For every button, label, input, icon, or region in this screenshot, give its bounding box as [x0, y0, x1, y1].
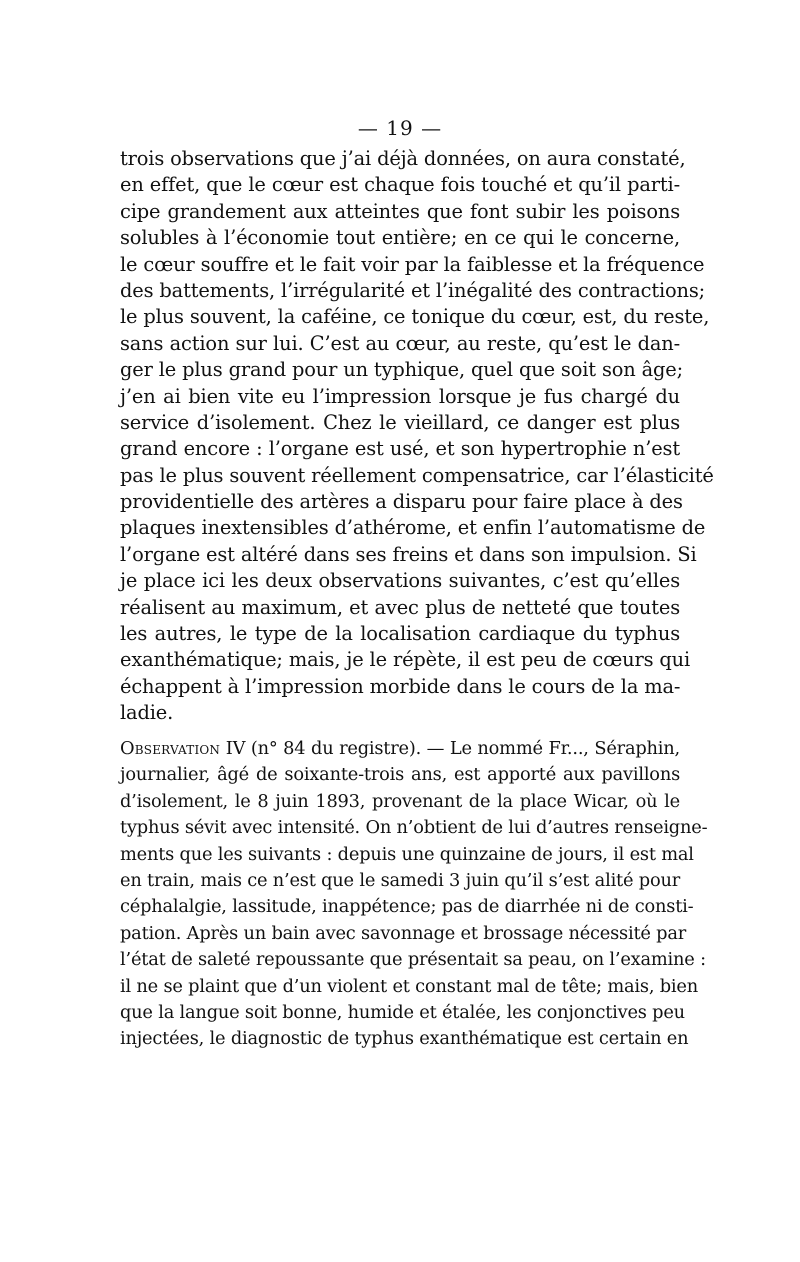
text-line: le plus souvent, la caféine, ce tonique du cœur, est, du reste,	[120, 305, 710, 329]
observation-first-line-text: IV (n° 84 du registre). — Le nommé Fr..., Séraphin,	[220, 738, 680, 759]
text-line: sans action sur lui. C’est au cœur, au reste, qu’est le dan-	[120, 331, 680, 355]
text-line: injectées, le diagnostic de typhus exanthématique est certain en	[120, 1028, 689, 1050]
text-line: il ne se plaint que d’un violent et constant mal de tête; mais, bien	[120, 975, 698, 997]
text-line: ger le plus grand pour un typhique, quel que soit son âge;	[120, 358, 684, 382]
text-line: réalisent au maximum, et avec plus de netteté que toutes	[120, 595, 680, 619]
text-line: typhus sévit avec intensité. On n’obtient de lui d’autres renseigne-	[120, 817, 708, 839]
text-line: j’en ai bien vite eu l’impression lorsque je fus chargé du	[120, 384, 680, 408]
text-line: l’organe est altéré dans ses freins et dans son impulsion. Si	[120, 542, 697, 566]
paragraph-2-observation-iv	[120, 736, 708, 1053]
text-line: service d’isolement. Chez le vieillard, ce danger est plus	[120, 410, 680, 434]
text-line: le cœur souffre et le fait voir par la faiblesse et la fréquence	[120, 252, 705, 276]
text-line: je place ici les deux observations suivantes, c’est qu’elles	[120, 569, 680, 593]
text-line: journalier, âgé de soixante-trois ans, est apporté aux pavillons	[120, 764, 680, 786]
text-line: providentielle des artères a disparu pour faire place à des	[120, 490, 683, 514]
observation-first-line	[120, 736, 680, 762]
text-line: céphalalgie, lassitude, inappétence; pas de diarrhée ni de consti-	[120, 896, 694, 918]
text-line: solubles à l’économie tout entière; en ce qui le concerne,	[120, 226, 680, 250]
text-line: en effet, que le cœur est chaque fois touché et qu’il parti-	[120, 173, 680, 197]
text-line: plaques inextensibles d’athérome, et enfin l’automatisme de	[120, 516, 706, 540]
text-line: des battements, l’irrégularité et l’inégalité des contractions;	[120, 278, 706, 302]
text-line: les autres, le type de la localisation cardiaque du typhus	[120, 622, 680, 646]
text-line: pas le plus souvent réellement compensatrice, car l’élasticité	[120, 463, 714, 487]
text-line: d’isolement, le 8 juin 1893, provenant de la place Wicar, où le	[120, 790, 680, 812]
text-line: cipe grandement aux atteintes que font subir les poisons	[120, 199, 680, 223]
text-line: l’état de saleté repoussante que présentait sa peau, on l’examine :	[120, 949, 706, 971]
text-line: que la langue soit bonne, humide et étalée, les conjonctives peu	[120, 1001, 685, 1023]
paragraph-1	[120, 146, 714, 727]
page-number: — 19 —	[357, 116, 443, 140]
text-line: pation. Après un bain avec savonnage et brossage nécessité par	[120, 922, 687, 944]
text-line: ments que les suivants : depuis une quinzaine de jours, il est mal	[120, 843, 694, 865]
text-line: en train, mais ce n’est que le samedi 3 juin qu’il s’est alité pour	[120, 869, 681, 891]
text-line: ladie.	[120, 701, 174, 725]
text-line: grand encore : l’organe est usé, et son hypertrophie n’est	[120, 437, 680, 461]
observation-heading: Observation	[120, 738, 221, 759]
text-line: exanthématique; mais, je le répète, il est peu de cœurs qui	[120, 648, 691, 672]
text-line: trois observations que j’ai déjà données, on aura constaté,	[120, 147, 686, 170]
text-line: échappent à l’impression morbide dans le cours de la ma-	[120, 674, 681, 698]
